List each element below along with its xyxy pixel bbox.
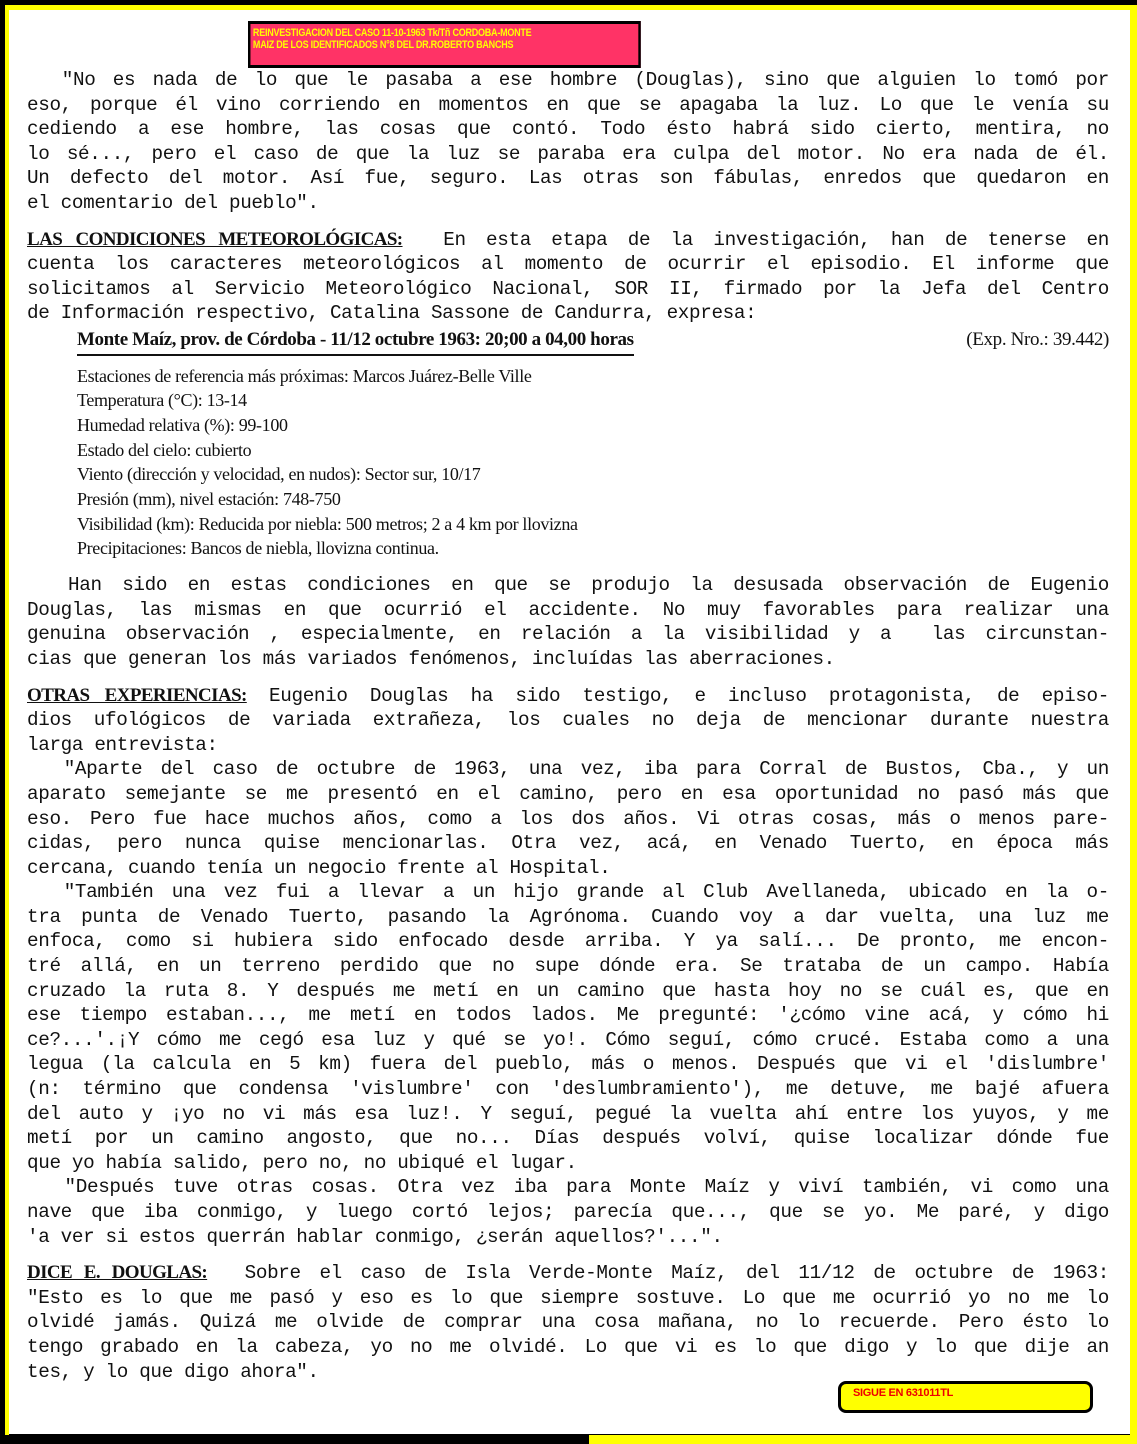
weather-item: Estado del cielo: cubierto (77, 439, 252, 460)
text-line: Han sido en estas condiciones en que se produjo la desusada observación de Eugenio (27, 574, 1109, 597)
meteo-section (27, 228, 1109, 326)
weather-report-items (77, 364, 1109, 562)
text-line: Douglas, las mismas en que ocurrió el accidente. No muy favorables para realizar una (27, 598, 1109, 621)
weather-report-header (77, 328, 1109, 356)
document-page (9, 10, 1130, 1434)
otras-line-0: Eugenio Douglas ha sido testigo, e incluso protagonista, de episo- (246, 684, 1109, 707)
continue-link-button[interactable]: SIGUE EN 631011TL (838, 1381, 1093, 1413)
text-line: "Después tuve otras cosas. Otra vez iba para Monte Maíz y viví también, vi como una (27, 1176, 1109, 1199)
conditions-paragraph (27, 573, 1109, 671)
weather-report-title: Monte Maíz, prov. de Córdoba - 11/12 octubre 1963: 20;00 a 04,00 horas (77, 328, 634, 356)
weather-item: Visibilidad (km): Reducida por niebla: 500 metros; 2 a 4 km por llovizna (77, 513, 578, 534)
text-line: cuenta los caracteres meteorológicos al momento de ocurrir el episodio. El informe que (27, 253, 1109, 276)
text-line: cruzado la ruta 8. Y después me metí en un camino que hasta hoy no se cuál es, que en (27, 979, 1109, 1002)
banner-line-1: REINVESTIGACION DEL CASO 11-10-1963 Tk/Tñ CORDOBA-MONTE (252, 27, 532, 39)
weather-item: Presión (mm), nivel estación: 748-750 (77, 489, 341, 510)
weather-report (77, 328, 1109, 561)
text-line: de Información respectivo, Catalina Sassone de Candurra, expresa: (27, 302, 757, 325)
text-line: ese tiempo estaban..., me metí en todos lados. Me pregunté: '¿cómo vine acá, y cómo hi (27, 1004, 1109, 1027)
otras-section (27, 684, 1109, 1250)
text-line: cediendo a ese hombre, las cosas que contó. Todo ésto habrá sido cierto, mentira, no (27, 118, 1109, 141)
dice-section (27, 1261, 1109, 1384)
weather-item: Temperatura (°C): 13-14 (77, 390, 247, 411)
text-line: tengo grabado en la cabeza, yo no me olvidé. Lo que vi es lo que digo y lo que dije an (27, 1335, 1109, 1358)
text-line: legua (la calcula en 5 km) fuera del pueblo, más o menos. Después que vi el 'dislumbre' (27, 1053, 1109, 1076)
text-line: ce?...'.¡Y cómo me cegó esa luz y qué se yo!. Cómo seguí, cómo crucé. Estaba como a una (27, 1028, 1109, 1051)
text-line: cidas, pero nunca quise mencionarlas. Otra vez, acá, en Venado Tuerto, en época más (27, 832, 1109, 855)
otras-heading: OTRAS EXPERIENCIAS: (27, 684, 247, 706)
header-banner (248, 21, 641, 68)
text-line: solicitamos al Servicio Meteorológico Nacional, SOR II, firmado por la Jefa del Centro (27, 277, 1109, 300)
text-line: "No es nada de lo que le pasaba a ese hombre (Douglas), sino que alguien lo tomó por (27, 69, 1109, 91)
text-line: tra punta de Venado Tuerto, pasando la Agrónoma. Cuando voy a dar vuelta, una luz me (27, 905, 1109, 928)
text-line: "Aparte del caso de octubre de 1963, una vez, iba para Corral de Bustos, Cba., y un (27, 758, 1109, 781)
text-line: "También una vez fui a llevar a un hijo grande al Club Avellaneda, ubicado en la o- (27, 881, 1109, 904)
text-line: que yo había salido, pero no, no ubiqué el lugar. (27, 1151, 577, 1174)
weather-item: Humedad relativa (%): 99-100 (77, 414, 288, 435)
text-line: eso. Pero fue hace muchos años, como a los dos años. Vi otras cosas, más o menos pare- (27, 807, 1109, 830)
text-line: tes, y lo que digo ahora". (27, 1360, 319, 1383)
text-line (27, 228, 1109, 253)
text-line: cias que generan los más variados fenómenos, incluídas las aberraciones. (27, 647, 835, 670)
text-line: nave que iba conmigo, y luego cortó lejos; parecía que..., que se yo. Me paré, y digo (27, 1201, 1109, 1223)
text-line: enfoca, como si hubiera sido enfocado desde arriba. Y ya salí... De pronto, me encon- (27, 930, 1109, 953)
text-line: lo sé..., pero el caso de que la luz se paraba era culpa del motor. No era nada de él. (27, 142, 1109, 165)
weather-item: Precipitaciones: Bancos de niebla, llovizna continua. (77, 538, 439, 559)
text-line: 'a ver si estos querrán hablar conmigo, ¿serán aquellos?'...". (27, 1225, 723, 1248)
text-line: "Esto es lo que me pasó y eso es lo que siempre sostuve. Lo que me ocurrió yo no me lo (27, 1286, 1109, 1309)
dice-line-0: Sobre el caso de Isla Verde-Monte Maíz, del 11/12 de octubre de 1963: (207, 1262, 1109, 1285)
meteo-heading: LAS CONDICIONES METEOROLÓGICAS: (27, 228, 403, 250)
text-line (27, 1261, 1109, 1286)
text-line: larga entrevista: (27, 733, 218, 756)
banner-line-2: MAIZ DE LOS IDENTIFICADOS N°8 DEL DR.ROBERTO BANCHS (252, 39, 514, 51)
weather-item: Estaciones de referencia más próximas: Marcos Juárez-Belle Ville (77, 365, 532, 386)
frame-yellow-bottom (589, 1435, 1137, 1444)
dice-heading: DICE E. DOUGLAS: (27, 1262, 208, 1284)
text-line: olvidé jamás. Quizá me olvide de comprar una cosa mañana, no lo recuerde. Pero ésto lo (27, 1311, 1109, 1334)
text-line: cercana, cuando tenía un negocio frente al Hospital. (27, 856, 611, 879)
text-line: eso, porque él vino corriendo en momentos en que se apagaba la luz. Lo que le venía su (27, 93, 1109, 116)
text-line: tré allá, en un terreno perdido que no supe dónde era. Se trataba de un campo. Había (27, 955, 1109, 978)
text-line: Un defecto del motor. Así fue, seguro. Las otras son fábulas, enredos que quedaron en (27, 167, 1109, 190)
meteo-line-0: En esta etapa de la investigación, han de tenerse en (402, 228, 1109, 251)
text-line: (n: término que condensa 'vislumbre' con 'deslumbramiento'), me detuve, me bajé afuera (27, 1078, 1109, 1101)
text-line: el comentario del pueblo". (27, 191, 319, 214)
weather-report-exp-number: (Exp. Nro.: 39.442) (966, 328, 1109, 350)
text-line: aparato semejante se me presentó en el camino, pero en esa oportunidad no pasó más que (27, 782, 1109, 805)
intro-quote (27, 68, 1109, 216)
frame-yellow-right (1130, 5, 1137, 1444)
text-line: del auto y ¡yo no vi más esa luz!. Y seguí, pegué la vuelta ahí entre los yuyos, y me (27, 1102, 1109, 1125)
text-line (27, 684, 1109, 709)
weather-item: Viento (dirección y velocidad, en nudos): Sector sur, 10/17 (77, 464, 481, 485)
text-line: metí por un camino angosto, que no... Días después volví, quise localizar dónde fue (27, 1127, 1109, 1150)
text-line: dios ufológicos de variada extrañeza, los cuales no deja de mencionar durante nuestra (27, 709, 1109, 732)
document-body (27, 68, 1109, 1384)
text-line: genuina observación , especialmente, en relación a la visibilidad y a las circunstan- (27, 623, 1109, 646)
